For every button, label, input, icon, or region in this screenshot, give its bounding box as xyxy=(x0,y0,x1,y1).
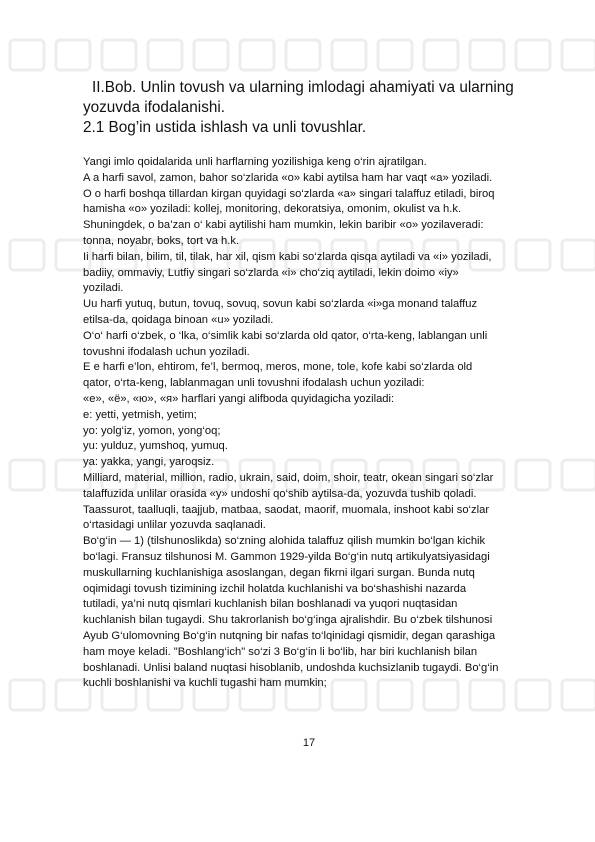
text-line: e: yetti, yetmish, yetim; xyxy=(83,408,197,421)
page-number: 17 xyxy=(302,737,316,749)
body-text xyxy=(83,155,575,692)
text-line: etilsa-da, qoidaga binoan «u» yoziladi. xyxy=(83,313,274,326)
text-line: badiiy, ommaviy, Lutfiy singari so‘zlarda «i» cho‘ziq aytiladi, lekin doimo «iy» xyxy=(83,266,459,279)
text-line: O‘o‘ harfi o‘zbek, o ‘lka, o‘simlik kabi so‘zlarda old qator, o‘rta-keng, lablangan unli xyxy=(83,329,488,342)
text-line: Ayub G‘ulomovning Bo‘g‘in nutqning bir nafas to‘lqinidagi qismidir, degan qarashiga xyxy=(83,629,496,642)
text-line: yo: yolg‘iz, yomon, yong‘oq; xyxy=(83,424,221,437)
text-line: talaffuzida unlilar orasida «y» undoshi qo‘shib aytilsa-da, yozuvda tushib qoladi. xyxy=(83,487,477,500)
text-line: bo‘lagi. Fransuz tilshunosi M. Gammon 1929-yilda Bo‘g‘in nutq artikulyatsiyasidagi xyxy=(83,550,490,563)
text-line: O o harfi boshqa tillardan kirgan quyidagi so‘zlarda «a» singari talaffuz etiladi, biroq xyxy=(83,187,495,200)
text-line: Shuningdek, o ba’zan o‘ kabi aytilishi ham mumkin, lekin baribir «o» yozilaveradi: xyxy=(83,219,484,232)
watermark-tile xyxy=(10,40,595,70)
text-line: Bo‘g‘in — 1) (tilshunoslikda) so‘zning alohida talaffuz qilish mumkin bo‘lgan kichik xyxy=(83,535,486,548)
text-line: boshlanadi. Unlisi baland nuqtasi hisoblanib, undoshda kuchsizlanib tugaydi. Bo‘g‘in xyxy=(83,661,499,674)
text-line: Yangi imlo qoidalarida unli harflarning yozilishiga keng o‘rin ajratilgan. xyxy=(83,156,427,168)
section-title: 2.1 Bog’in ustida ishlash va unli tovushlar. xyxy=(83,119,367,136)
document-page xyxy=(83,78,575,692)
text-line: hamisha «o» yoziladi: kollej, monitoring, dekoratsiya, omonim, okulist va h.k. xyxy=(83,203,462,216)
text-line: ham moye keladi. "Boshlang‘ich" so‘zi 3 Bo‘g‘in li bo‘lib, har biri kuchlanish bilan xyxy=(83,645,478,658)
text-line: Ii harfi bilan, bilim, til, tilak, har xil, qism kabi so‘zlarda qisqa aytiladi va «i» yoziladi, xyxy=(83,250,492,263)
text-line: kuchli boshlanishi va kuchli tugashi ham mumkin; xyxy=(83,677,327,690)
chapter-title-line2: yozuvda ifodalanishi. xyxy=(83,99,226,116)
text-line: «е», «ё», «ю», «я» harflari yangi alifboda quyidagicha yoziladi: xyxy=(83,392,395,405)
text-line: Taassurot, taalluqli, taajjub, matbaa, saodat, maorif, muomala, inshoot kabi so‘zlar xyxy=(83,503,490,516)
chapter-title-line1: II.Bob. Unlin tovush va ularning imlodagi ahamiyati va ularning xyxy=(92,79,514,96)
text-line: yu: yulduz, yumshoq, yumuq. xyxy=(83,440,228,453)
text-line: tutiladi, ya’ni nutq qismlari kuchlanish bilan boshlanadi va yuqori nuqtasidan xyxy=(83,598,458,611)
text-line: Uu harfi yutuq, butun, tovuq, sovuq, sovun kabi so‘zlarda «i»ga monand talaffuz xyxy=(83,298,478,311)
text-line: kuchlanish bilan tugaydi. Shu takrorlanish bo‘g‘inga ajralishdir. Bu o‘zbek tilshunosi xyxy=(83,614,493,627)
text-line: qator, o‘rta-keng, lablanmagan unli tovushni ifodalash uchun yoziladi: xyxy=(83,377,425,390)
text-line: Milliard, material, million, radio, ukrain, said, doim, shoir, teatr, okean singari so‘zlar xyxy=(83,471,494,484)
text-line: E e harfi e’lon, ehtirom, fe’l, bermoq, meros, mone, tole, kofe kabi so‘zlarda old xyxy=(83,361,473,374)
text-line: oqimidagi tovush tizimining izchil holatda kuchlanishi va bo‘shashishi nazarda xyxy=(83,582,467,595)
text-line: tovushni ifodalash uchun yoziladi. xyxy=(83,345,250,358)
text-line: yoziladi. xyxy=(83,282,124,295)
text-line: A a harfi savol, zamon, bahor so‘zlarida «o» kabi aytilsa ham har vaqt «a» yoziladi. xyxy=(83,171,493,184)
text-line: muskullarning kuchlanishiga asoslangan, degan fikrni ilgari surgan. Bunda nutq xyxy=(83,566,475,579)
text-line: tonna, noyabr, boks, tort va h.k. xyxy=(83,234,240,247)
text-line: o‘rtasidagi unlilar yozuvda saqlanadi. xyxy=(83,519,266,532)
text-line: ya: yakka, yangi, yaroqsiz. xyxy=(83,456,215,469)
